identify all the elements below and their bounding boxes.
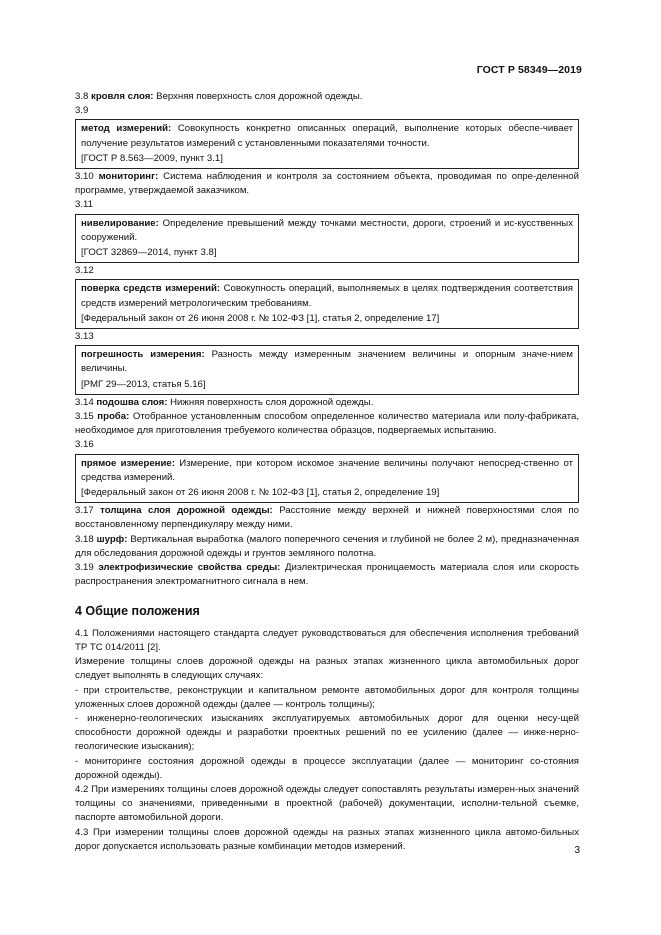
term-name: мониторинг: [98,171,159,183]
term-source: [Федеральный закон от 26 июня 2008 г. № 102-ФЗ [1], статья 2, определение 19] [81,487,440,499]
term-definition: Нижняя поверхность слоя дорожной одежды. [170,396,374,408]
term-number: 3.12 [75,265,94,277]
term-name: кровля слоя: [91,91,154,102]
term-source: [ГОСТ 32869—2014, пункт 3.8] [81,247,217,259]
term-source: [РМГ 29—2013, статья 5.16] [81,378,206,390]
page-content [75,90,579,854]
term-entry [81,457,573,485]
term-number: 3.14 [75,396,94,408]
term-name: метод измерений: [81,123,172,135]
paragraph: 4.2 При измерениях толщины слоев дорожной одежды следует сопоставлять результаты измерен-ных значений толщины со значениями, приведенными в проектной (рабочей) документации, исполни-тельной съемке, паспорте автомобильной дороги. [75,783,579,824]
term-number: 3.8 [75,91,89,102]
page-number: 3 [574,845,580,856]
term-name: поверка средств измерений: [81,283,221,295]
term-number: 3.11 [75,199,93,211]
term-name: проба: [97,411,130,423]
term-definition: Верхняя поверхность слоя дорожной одежды. [156,91,363,102]
term-definition: Определение превышений между точками местности, дороги, строений и ис-кусственных сооружений. [81,217,573,243]
term-definition: Диэлектрическая проницаемость материала слоя или скорость распространения электромагнитного сигнала в нем. [75,562,579,588]
term-entry [81,282,573,310]
term-definition: Отобранное установленным способом определенное количество материала или полу-фабриката, необходимое для приготовления требуемого количества образцов, подвергаемых испытанию. [75,411,580,437]
term-number: 3.17 [75,505,94,517]
term-entry [75,504,579,532]
term-name: подошва слоя: [96,396,168,408]
quoted-term-box [75,119,579,169]
term-number: 3.19 [75,562,94,574]
term-entry [75,396,579,410]
list-item: - инженерно-геологических изысканиях эксплуатируемых автомобильных дорог для оценки несу-щей способности дорожной одежды и разработки проектных решений по ее усилению (далее — инже-нерно-геологические изыскания); [75,712,579,753]
term-number: 3.15 [75,411,94,423]
quoted-term-box [75,454,579,504]
term-name: нивелирование: [81,217,159,229]
term-entry [75,170,579,198]
term-number: 3.16 [75,439,94,451]
term-name: шурф: [96,533,128,545]
term-definition: Совокупность операций, выполняемых в целях подтверждения соответствия средств измерений метрологическим требованиям. [81,283,573,309]
term-entry [75,533,579,561]
term-entry [75,561,579,589]
term-entry [81,217,573,245]
quoted-term-box [75,345,579,395]
list-item: - при строительстве, реконструкции и капитальном ремонте автомобильных дорог для контроля толщины уложенных слоев дорожной одежды (далее — контроль толщины); [75,684,579,710]
term-entry [81,348,573,376]
term-definition: Вертикальная выработка (малого поперечного сечения и глубиной не более 2 м), предназначенная для обследования дорожной одежды и грунтов земляного полотна. [75,533,580,559]
term-name: погрешность измерения: [81,349,205,361]
term-definition: Система наблюдения и контроля за состоянием объекта, проводимая по опре-деленной программе, утверждаемой заказчиком. [75,171,579,197]
paragraph: 4.1 Положениями настоящего стандарта следует руководствоваться для обеспечения исполнения требований ТР ТС 014/2011 [2]. [75,627,579,653]
term-source: [ГОСТ Р 8.563—2009, пункт 3.1] [81,152,223,164]
paragraph: Измерение толщины слоев дорожной одежды на разных этапах жизненного цикла автомобильных дорог следует выполнять в следующих случаях: [75,656,579,682]
term-entry [81,122,573,150]
term-number: 3.18 [75,533,94,545]
document-code: ГОСТ Р 58349—2019 [476,64,582,76]
term-definition: Совокупность конкретно описанных операций, выполнение которых обеспе-чивает получение результатов измерений с установленными показателями точности. [81,123,573,149]
list-item: - мониторинге состояния дорожной одежды в процессе эксплуатации (далее — мониторинг со-стояния дорожной одежды). [75,755,579,781]
term-source: [Федеральный закон от 26 июня 2008 г. № 102-ФЗ [1], статья 2, определение 17] [81,312,440,324]
term-definition: Измерение, при котором искомое значение величины получают непосред-ственно от средства измерений. [81,457,573,483]
term-name: толщина слоя дорожной одежды: [100,505,273,517]
term-entry [75,90,579,104]
term-definition: Расстояние между верхней и нижней поверхностями слоя по восстановленному перпендикуляру между ними. [75,505,579,531]
term-definition: Разность между измеренным значением величины и опорным значе-нием величины. [81,349,573,375]
term-number: 3.10 [75,171,94,183]
term-entry [75,410,579,438]
term-name: электрофизические свойства среды: [98,562,281,574]
term-number: 3.9 [75,105,89,117]
quoted-term-box [75,279,579,329]
paragraph: 4.3 При измерении толщины слоев дорожной одежды на разных этапах жизненного цикла автомо-бильных дорог допускается использовать разные комбинации методов измерений. [75,826,579,852]
term-number: 3.13 [75,331,94,343]
quoted-term-box [75,214,579,264]
term-name: прямое измерение: [81,457,175,469]
section-heading: 4 Общие положения [75,603,200,618]
